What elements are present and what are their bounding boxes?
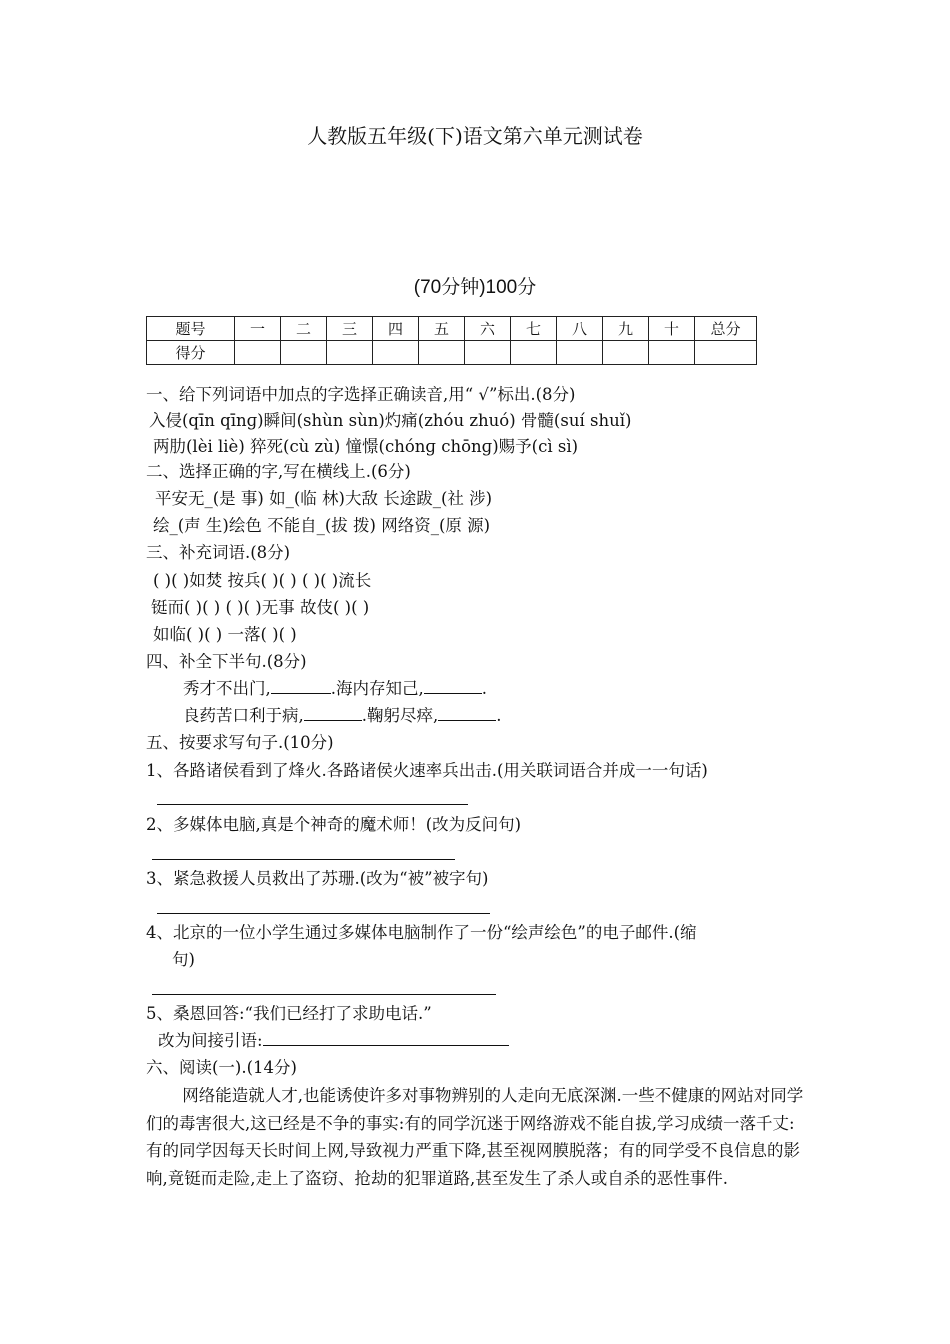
- section-1-heading: 一、给下列词语中加点的字选择正确读音,用“ √”标出.(8分): [146, 385, 576, 404]
- section-2-heading: 二、选择正确的字,写在横线上.(6分): [146, 462, 411, 481]
- question-5-1: 1、各路诸侯看到了烽火.各路诸侯火速率兵出击.(用关联词语合并成一一句话): [146, 761, 708, 780]
- verse-middle: .海内存知己,: [330, 679, 424, 698]
- score-cell[interactable]: [327, 341, 373, 365]
- section-3-heading: 三、补充词语.(8分): [146, 543, 291, 562]
- section-1-row-2: 两肋(lèi liè) 猝死(cù zù) 憧憬(chónɡ chōnɡ)赐予(cì sì): [153, 437, 579, 456]
- answer-blank[interactable]: [438, 720, 496, 721]
- answer-line[interactable]: [152, 994, 496, 995]
- section-3-row-3: 如临( )( ) 一落( )( ): [153, 625, 297, 644]
- score-cell[interactable]: [235, 341, 281, 365]
- reading-passage: 网络能造就人才,也能诱使许多对事物辨别的人走向无底深渊.一些不健康的网站对同学们的毒害很大,这已经是不争的事实:有的同学沉迷于网络游戏不能自拔,学习成绩一落千丈:有的同学因每天长时间上网,导致视力严重下降,甚至视网膜脱落；有的同学受不良信息的影响,竟铤而走险,走上了盗窃、抢劫的犯罪道路,甚至发生了杀人或自杀的恶性事件.: [146, 1086, 804, 1188]
- question-5-5: 5、桑恩回答:“我们已经打了求助电话.”: [146, 1004, 432, 1023]
- score-table: [146, 316, 757, 365]
- exam-duration-score: (70分钟)100分: [413, 277, 537, 298]
- score-table-header-row: [147, 317, 757, 341]
- answer-blank[interactable]: [271, 693, 331, 694]
- answer-blank[interactable]: [263, 1045, 509, 1046]
- verse-start: 良药苦口利于病,: [183, 706, 304, 725]
- section-4-row-2: [183, 706, 502, 726]
- verse-end: .: [481, 679, 487, 698]
- table-cell: 题号: [147, 317, 235, 341]
- answer-blank[interactable]: [304, 720, 362, 721]
- score-cell[interactable]: [465, 341, 511, 365]
- table-cell: 总分: [695, 317, 757, 341]
- table-cell: 八: [557, 317, 603, 341]
- score-cell[interactable]: [511, 341, 557, 365]
- answer-blank[interactable]: [424, 693, 482, 694]
- score-cell[interactable]: [373, 341, 419, 365]
- question-5-3: 3、紧急救援人员救出了苏珊.(改为“被”被字句): [146, 869, 489, 888]
- section-4-heading: 四、补全下半句.(8分): [146, 652, 307, 671]
- table-cell: 五: [419, 317, 465, 341]
- table-cell: 得分: [147, 341, 235, 365]
- score-table-score-row: [147, 341, 757, 365]
- score-cell[interactable]: [649, 341, 695, 365]
- table-cell: 四: [373, 317, 419, 341]
- score-cell[interactable]: [603, 341, 649, 365]
- section-5-heading: 五、按要求写句子.(10分): [146, 733, 334, 752]
- table-cell: 六: [465, 317, 511, 341]
- score-cell[interactable]: [281, 341, 327, 365]
- score-cell[interactable]: [419, 341, 465, 365]
- question-5-2: 2、多媒体电脑,真是个神奇的魔术师！(改为反问句): [146, 815, 522, 834]
- section-4-row-1: [183, 679, 487, 699]
- score-cell[interactable]: [557, 341, 603, 365]
- question-5-4: 4、北京的一位小学生通过多媒体电脑制作了一份“绘声绘色”的电子邮件.(缩: [146, 923, 697, 942]
- score-cell[interactable]: [695, 341, 757, 365]
- section-3-row-1: ( )( )如焚 按兵( )( ) ( )( )流长: [153, 571, 372, 590]
- answer-line[interactable]: [157, 804, 468, 805]
- verse-middle: .鞠躬尽瘁,: [361, 706, 439, 725]
- answer-line[interactable]: [152, 859, 455, 860]
- section-2-row-2: 绘_(声 生)绘色 不能自_(拔 拨) 网络资_(原 源): [153, 516, 491, 535]
- question-5-5-instruction: [158, 1031, 509, 1051]
- answer-line[interactable]: [157, 913, 490, 914]
- section-6-heading: 六、阅读(一).(14分): [146, 1058, 297, 1077]
- section-3-row-2: 铤而( )( ) ( )( )无事 故伎( )( ): [151, 598, 370, 617]
- verse-end: .: [496, 706, 502, 725]
- table-cell: 二: [281, 317, 327, 341]
- section-1-row-1: 入侵(qīn qīnɡ)瞬间(shùn sùn)灼痛(zhóu zhuó) 骨髓(suí shuǐ): [149, 411, 632, 430]
- page-title: 人教版五年级(下)语文第六单元测试卷: [307, 124, 643, 148]
- table-cell: 七: [511, 317, 557, 341]
- table-cell: 一: [235, 317, 281, 341]
- verse-start: 秀才不出门,: [183, 679, 271, 698]
- table-cell: 三: [327, 317, 373, 341]
- table-cell: 九: [603, 317, 649, 341]
- section-2-row-1: 平安无_(是 事) 如_(临 林)大敌 长途跋_(社 涉): [155, 489, 493, 508]
- instruction-label: 改为间接引语:: [158, 1031, 263, 1050]
- table-cell: 十: [649, 317, 695, 341]
- question-5-4-continued: 句): [172, 950, 195, 969]
